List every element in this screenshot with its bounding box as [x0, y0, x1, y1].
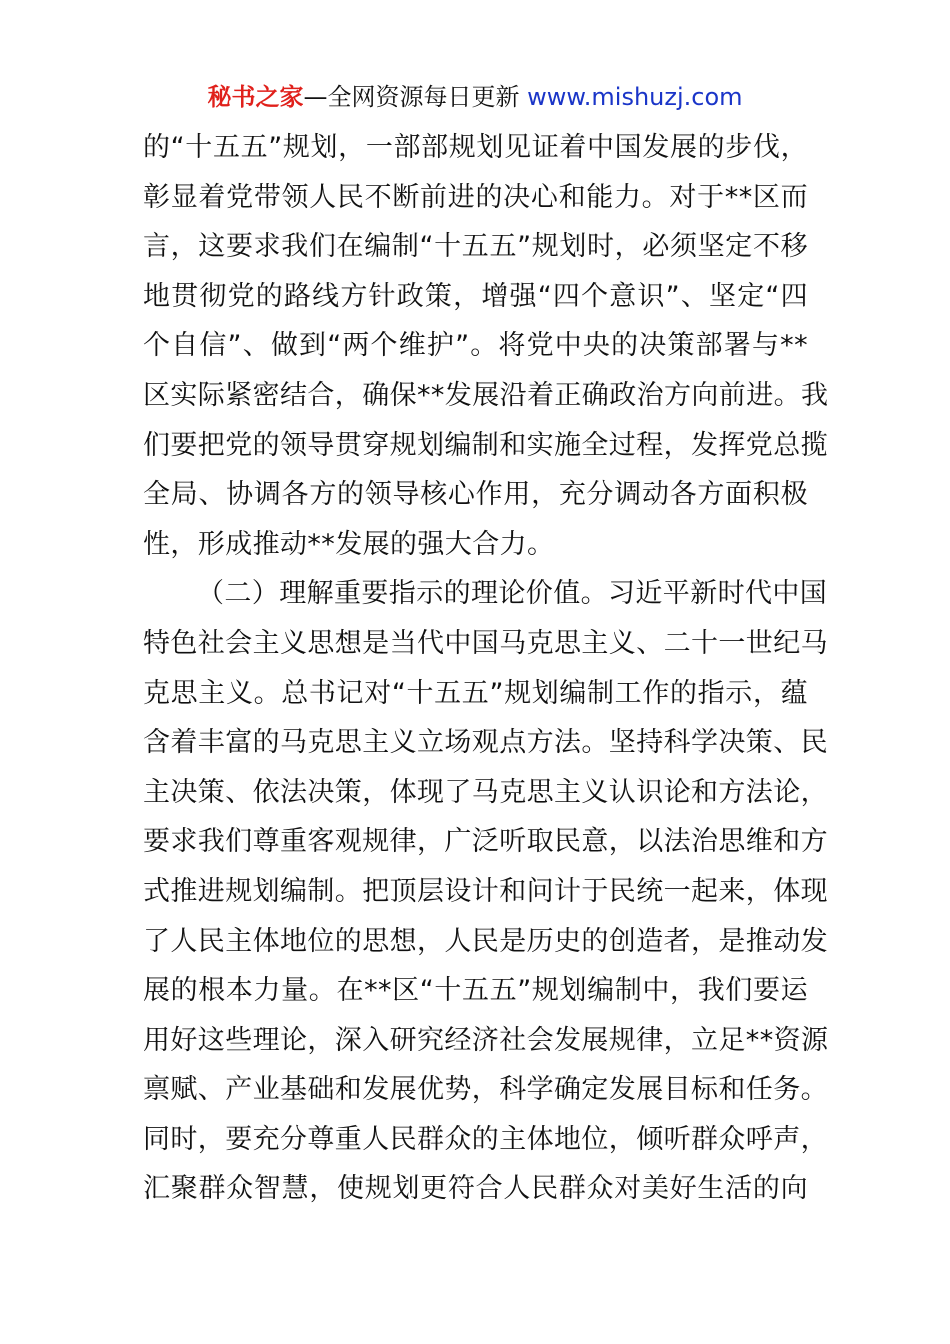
text-line: 彰显着党带领人民不断前进的决心和能力。对于**区而 [143, 181, 808, 213]
text-line: 们要把党的领导贯穿规划编制和实施全过程，发挥党总揽 [143, 429, 828, 461]
text-line: 了人民主体地位的思想，人民是历史的创造者，是推动发 [143, 925, 828, 957]
text-line: 主决策、依法决策，体现了马克思主义认识论和方法论， [143, 776, 828, 808]
text-line: 用好这些理论，深入研究经济社会发展规律，立足**资源 [143, 1024, 829, 1056]
text-line: 的“十五五”规划，一部部规划见证着中国发展的步伐， [143, 132, 808, 163]
page-header [0, 80, 950, 114]
text-line: 地贯彻党的路线方针政策，增强“四个意识”、坚定“四 [143, 280, 808, 312]
brand-name: 秘书之家 [207, 83, 304, 111]
text-line: 克思主义。总书记对“十五五”规划编制工作的指示，蕴 [143, 677, 808, 709]
text-line: 含着丰富的马克思主义立场观点方法。坚持科学决策、民 [143, 727, 828, 759]
text-line: 汇聚群众智慧，使规划更符合人民群众对美好生活的向 [143, 1173, 808, 1205]
text-line: 同时，要充分尊重人民群众的主体地位，倾听群众呼声， [143, 1123, 828, 1155]
header-slogan: —全网资源每日更新 [303, 83, 528, 111]
text-line: 特色社会主义思想是当代中国马克思主义、二十一世纪马 [143, 627, 828, 659]
text-line: 式推进规划编制。把顶层设计和问计于民统一起来，体现 [143, 875, 828, 907]
text-line: 展的根本力量。在**区“十五五”规划编制中，我们要运 [143, 975, 808, 1007]
paragraph-1 [143, 123, 829, 569]
site-url: www.mishuzj.com [527, 83, 743, 111]
text-line: 性，形成推动**发展的强大合力。 [143, 528, 555, 560]
text-line: 区实际紧密结合，确保**发展沿着正确政治方向前进。我 [143, 379, 829, 411]
text-line: 个自信”、做到“两个维护”。将党中央的决策部署与** [143, 330, 808, 362]
section-heading-line: （二）理解重要指示的理论价值。习近平新时代中国 [197, 578, 828, 610]
paragraph-2 [143, 569, 829, 1214]
text-line: 要求我们尊重客观规律，广泛听取民意，以法治思维和方 [143, 826, 828, 858]
text-line: 言，这要求我们在编制“十五五”规划时，必须坚定不移 [143, 231, 808, 263]
body-text [143, 123, 829, 1214]
text-line: 全局、协调各方的领导核心作用，充分调动各方面积极 [143, 479, 808, 511]
text-line: 禀赋、产业基础和发展优势，科学确定发展目标和任务。 [143, 1074, 828, 1106]
